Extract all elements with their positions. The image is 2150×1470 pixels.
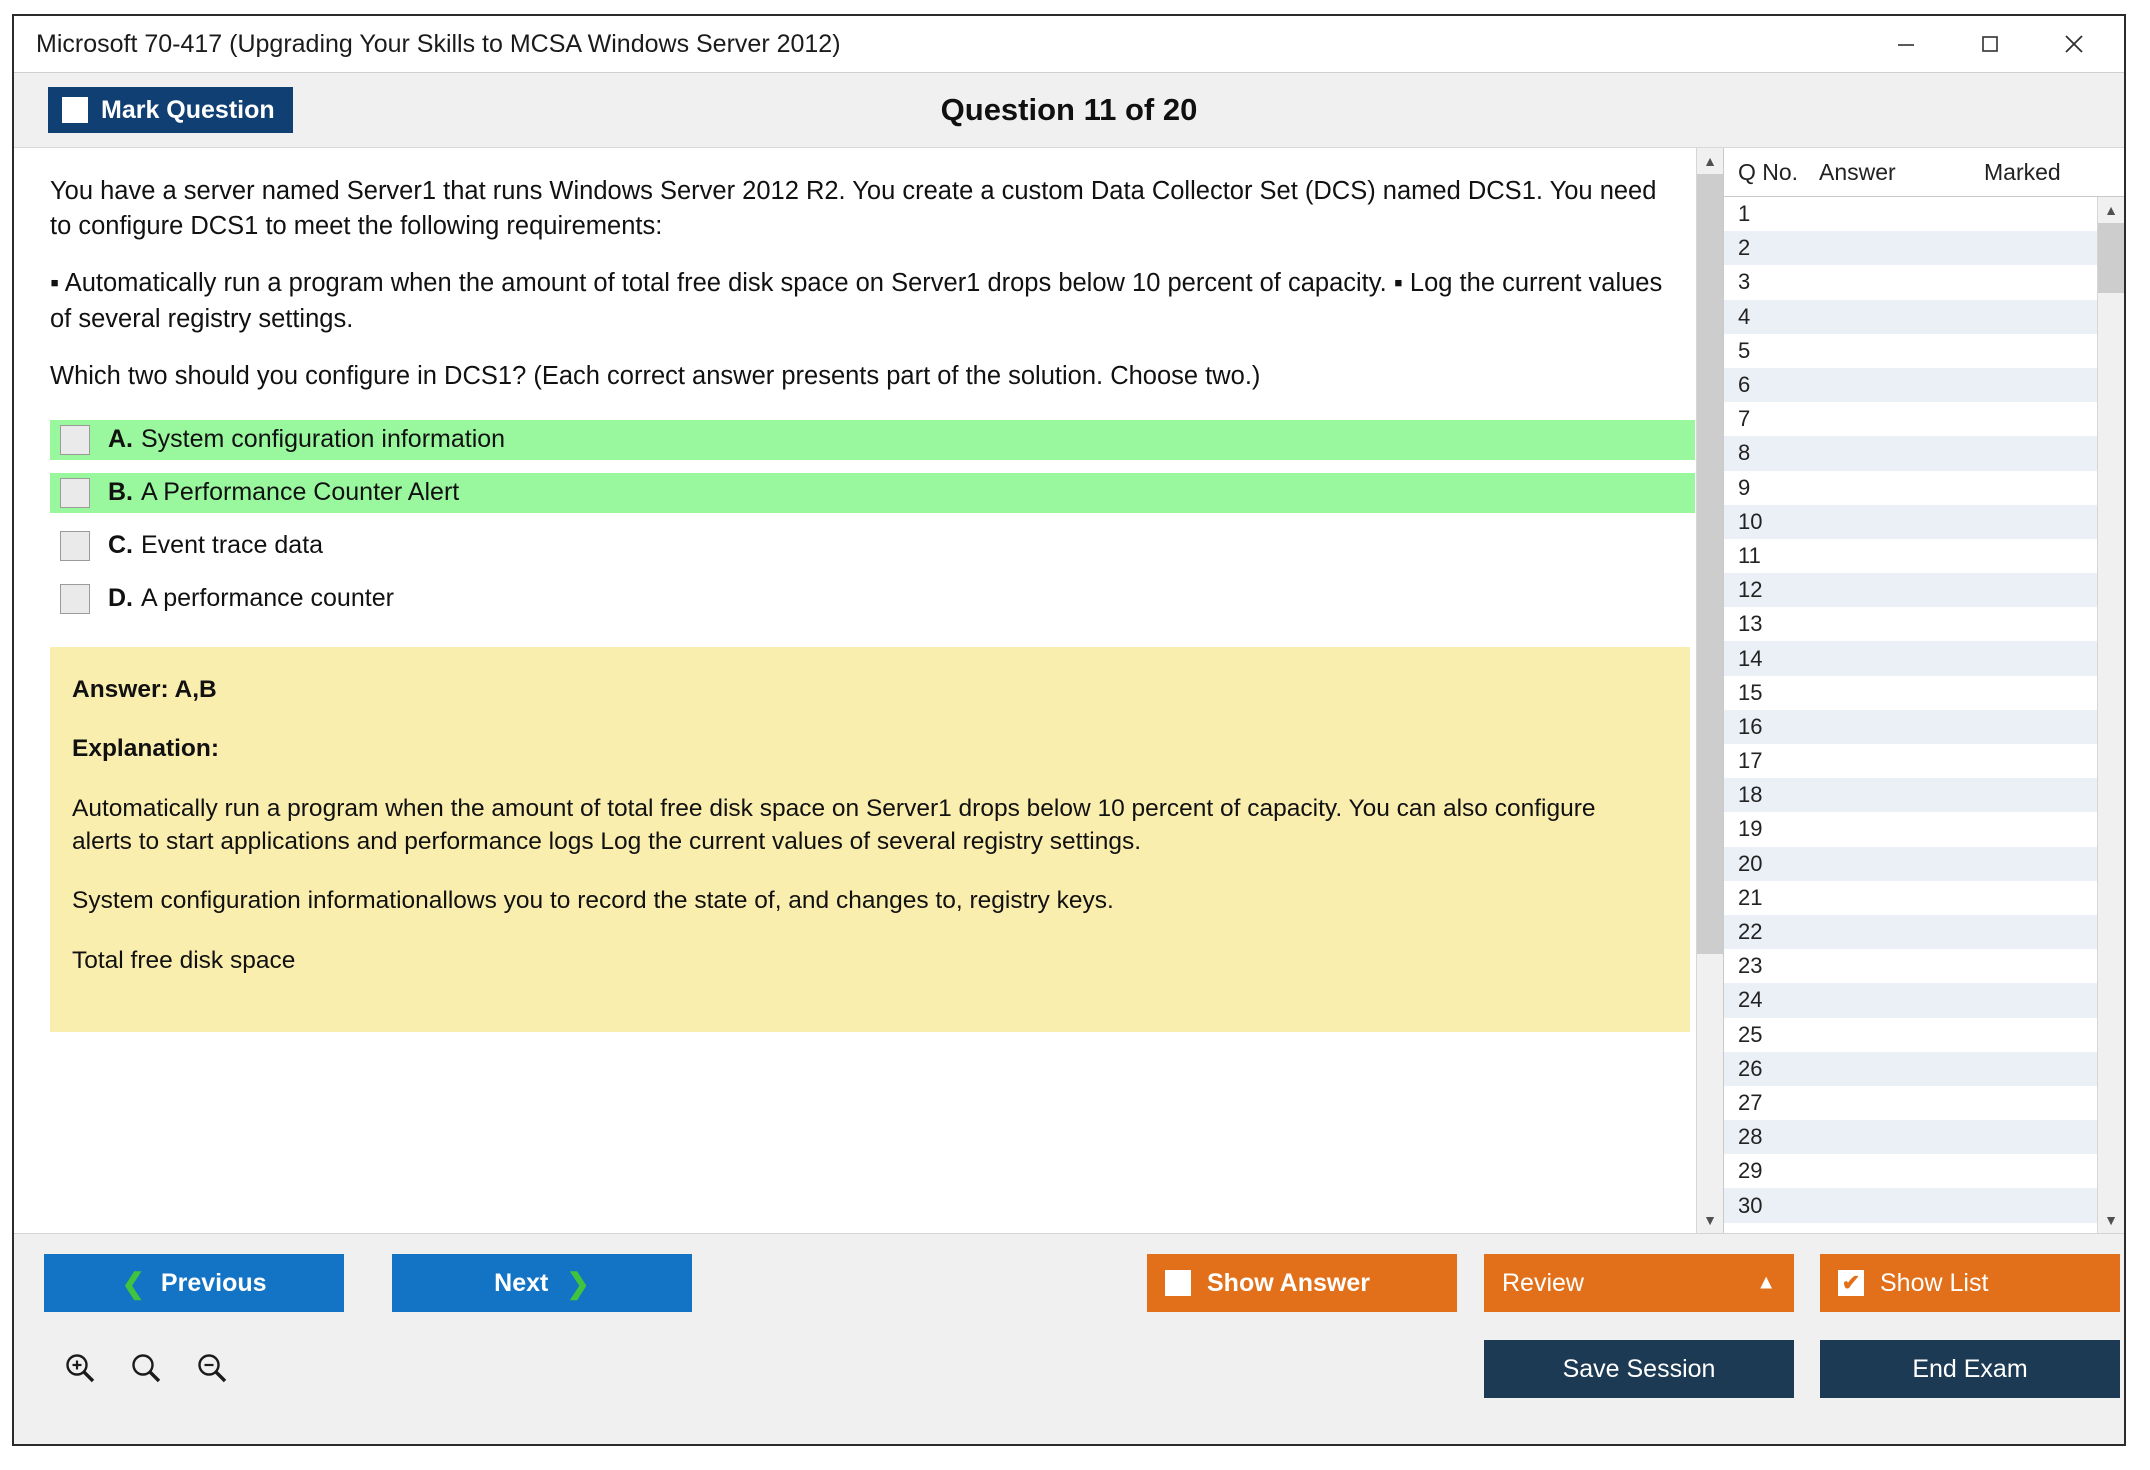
row-qno: 12 bbox=[1738, 577, 1763, 603]
row-qno: 20 bbox=[1738, 850, 1763, 876]
table-row[interactable] bbox=[1724, 300, 2097, 334]
show-list-label: Show List bbox=[1880, 1268, 1989, 1297]
column-header-marked: Marked bbox=[1984, 158, 2061, 185]
page-title: Question 11 of 20 bbox=[940, 92, 1198, 127]
chevron-right-icon: ❯ bbox=[566, 1267, 590, 1299]
row-qno: 4 bbox=[1738, 303, 1751, 329]
option-a-label: System configuration information bbox=[141, 425, 506, 454]
explanation-paragraph: System configuration informationallows you to record the state of, and changes to, registry keys. bbox=[72, 887, 1114, 915]
row-qno: 16 bbox=[1738, 713, 1763, 739]
table-row[interactable] bbox=[1724, 334, 2097, 368]
option-a-checkbox[interactable] bbox=[60, 425, 90, 455]
end-exam-button[interactable] bbox=[1820, 1340, 2120, 1398]
table-row[interactable] bbox=[1724, 847, 2097, 881]
row-qno: 28 bbox=[1738, 1124, 1763, 1150]
row-qno: 18 bbox=[1738, 782, 1763, 808]
row-qno: 10 bbox=[1738, 508, 1763, 534]
mark-question-checkbox[interactable] bbox=[62, 97, 88, 123]
previous-button[interactable] bbox=[44, 1254, 344, 1312]
question-scrollbar-thumb[interactable] bbox=[1697, 174, 1723, 954]
show-answer-checkbox[interactable] bbox=[1165, 1270, 1191, 1296]
exam-window bbox=[12, 14, 2126, 1446]
row-qno: 7 bbox=[1738, 406, 1751, 432]
table-row[interactable] bbox=[1724, 197, 2097, 231]
window-controls bbox=[1864, 16, 2116, 72]
row-qno: 1 bbox=[1738, 201, 1751, 227]
column-header-qno: Q No. bbox=[1738, 158, 1799, 185]
row-qno: 14 bbox=[1738, 645, 1763, 671]
option-c-letter: C. bbox=[108, 531, 133, 560]
zoom-in-icon[interactable] bbox=[62, 1350, 98, 1391]
close-icon[interactable] bbox=[2032, 17, 2116, 71]
chevron-left-icon: ❮ bbox=[121, 1267, 145, 1299]
next-button-label: Next bbox=[494, 1268, 549, 1297]
row-qno: 2 bbox=[1738, 235, 1751, 261]
table-row[interactable] bbox=[1724, 676, 2097, 710]
row-qno: 26 bbox=[1738, 1055, 1763, 1081]
option-d-label: A performance counter bbox=[141, 584, 394, 613]
question-list-pane bbox=[1723, 148, 2124, 1233]
row-qno: 30 bbox=[1738, 1192, 1763, 1218]
row-qno: 8 bbox=[1738, 440, 1751, 466]
table-row[interactable] bbox=[1724, 983, 2097, 1017]
table-row[interactable] bbox=[1724, 915, 2097, 949]
column-header-answer: Answer bbox=[1819, 158, 1896, 185]
explanation-paragraph: Automatically run a program when the amount of total free disk space on Server1 drops below 10 percent of capacity. You can also configure alerts to start applications and performance logs Log the current values of several registry settings. bbox=[72, 794, 1596, 855]
save-session-button[interactable] bbox=[1484, 1340, 1794, 1398]
scroll-up-icon[interactable]: ▲ bbox=[1703, 153, 1717, 169]
row-qno: 22 bbox=[1738, 919, 1763, 945]
explanation-paragraph: Total free disk space bbox=[72, 946, 296, 974]
previous-button-label: Previous bbox=[160, 1268, 267, 1297]
row-qno: 9 bbox=[1738, 474, 1751, 500]
row-qno: 17 bbox=[1738, 748, 1763, 774]
question-list-body bbox=[1724, 197, 2124, 1233]
explanation-label: Explanation: bbox=[72, 735, 220, 763]
next-button[interactable] bbox=[392, 1254, 692, 1312]
chevron-up-icon: ▲ bbox=[1756, 1271, 1776, 1294]
save-session-label: Save Session bbox=[1562, 1354, 1716, 1383]
option-a-letter: A. bbox=[108, 425, 133, 454]
table-row[interactable] bbox=[1724, 778, 2097, 812]
list-scrollbar-thumb[interactable] bbox=[2098, 223, 2124, 293]
table-row[interactable] bbox=[1724, 744, 2097, 778]
table-row[interactable] bbox=[1724, 1086, 2097, 1120]
row-qno: 19 bbox=[1738, 816, 1763, 842]
table-row[interactable] bbox=[1724, 505, 2097, 539]
table-row[interactable] bbox=[1724, 265, 2097, 299]
review-dropdown[interactable] bbox=[1484, 1254, 1794, 1312]
option-c[interactable] bbox=[50, 526, 1695, 566]
question-paragraph: ▪ Automatically run a program when the amount of total free disk space on Server1 drops below 10 percent of capacity. ▪ Log the current values of several registry settings. bbox=[50, 269, 1663, 333]
show-answer-button[interactable] bbox=[1147, 1254, 1457, 1312]
scroll-down-icon[interactable]: ▼ bbox=[1703, 1212, 1717, 1228]
window-title: Microsoft 70-417 (Upgrading Your Skills to MCSA Windows Server 2012) bbox=[36, 29, 841, 58]
review-label: Review bbox=[1502, 1268, 1584, 1297]
row-qno: 15 bbox=[1738, 679, 1763, 705]
question-pane bbox=[14, 148, 1696, 1233]
option-b-checkbox[interactable] bbox=[60, 478, 90, 508]
title-bar bbox=[14, 16, 2124, 73]
zoom-tools bbox=[62, 1350, 230, 1391]
table-row[interactable] bbox=[1724, 1120, 2097, 1154]
mark-question-label: Mark Question bbox=[101, 95, 275, 124]
table-row[interactable] bbox=[1724, 881, 2097, 915]
body-area bbox=[14, 148, 2124, 1234]
minimize-icon[interactable] bbox=[1864, 17, 1948, 71]
question-scrollbar[interactable] bbox=[1696, 148, 1723, 1233]
row-qno: 6 bbox=[1738, 372, 1751, 398]
zoom-reset-icon[interactable] bbox=[128, 1350, 164, 1391]
option-c-checkbox[interactable] bbox=[60, 531, 90, 561]
option-d-checkbox[interactable] bbox=[60, 584, 90, 614]
mark-question-button[interactable] bbox=[48, 87, 293, 133]
answer-explanation-panel bbox=[50, 647, 1690, 1032]
table-row[interactable] bbox=[1724, 1188, 2097, 1222]
answer-options bbox=[50, 420, 1666, 619]
option-b[interactable] bbox=[50, 473, 1695, 513]
table-row[interactable] bbox=[1724, 812, 2097, 846]
row-qno: 13 bbox=[1738, 611, 1763, 637]
table-row[interactable] bbox=[1724, 539, 2097, 573]
question-list-scrollbar[interactable] bbox=[2097, 197, 2124, 1233]
table-row[interactable] bbox=[1724, 402, 2097, 436]
table-row[interactable] bbox=[1724, 607, 2097, 641]
header-bar bbox=[14, 73, 2124, 148]
table-row[interactable] bbox=[1724, 368, 2097, 402]
show-answer-label: Show Answer bbox=[1207, 1268, 1370, 1297]
option-b-label: A Performance Counter Alert bbox=[141, 478, 460, 507]
show-list-checkbox[interactable]: ✔ bbox=[1838, 1270, 1864, 1296]
table-row[interactable] bbox=[1724, 949, 2097, 983]
row-qno: 25 bbox=[1738, 1021, 1763, 1047]
end-exam-label: End Exam bbox=[1912, 1354, 2028, 1383]
row-qno: 27 bbox=[1738, 1089, 1763, 1115]
row-qno: 23 bbox=[1738, 953, 1763, 979]
table-row[interactable] bbox=[1724, 231, 2097, 265]
option-a[interactable] bbox=[50, 420, 1695, 460]
zoom-out-icon[interactable] bbox=[194, 1350, 230, 1391]
list-scroll-down-icon[interactable]: ▼ bbox=[2104, 1212, 2118, 1228]
row-qno: 21 bbox=[1738, 884, 1763, 910]
row-qno: 24 bbox=[1738, 987, 1763, 1013]
option-d-letter: D. bbox=[108, 584, 133, 613]
option-b-letter: B. bbox=[108, 478, 133, 507]
question-content bbox=[14, 148, 1696, 619]
answer-label: Answer: A,B bbox=[72, 675, 217, 703]
table-row[interactable] bbox=[1724, 1154, 2097, 1188]
footer-toolbar bbox=[14, 1234, 2124, 1444]
table-row[interactable] bbox=[1724, 471, 2097, 505]
show-list-button[interactable] bbox=[1820, 1254, 2120, 1312]
row-qno: 5 bbox=[1738, 337, 1751, 363]
row-qno: 11 bbox=[1738, 542, 1761, 568]
question-list-rows bbox=[1724, 197, 2097, 1233]
table-row[interactable] bbox=[1724, 1052, 2097, 1086]
table-row[interactable] bbox=[1724, 573, 2097, 607]
question-paragraph: Which two should you configure in DCS1? (Each correct answer presents part of the solution. Choose two.) bbox=[50, 361, 1261, 390]
table-row[interactable] bbox=[1724, 436, 2097, 470]
question-paragraph: You have a server named Server1 that runs Windows Server 2012 R2. You create a custom Data Collector Set (DCS) named DCS1. You need to configure DCS1 to meet the following requirements: bbox=[50, 177, 1657, 241]
question-list-header bbox=[1724, 148, 2124, 197]
option-c-label: Event trace data bbox=[141, 531, 324, 560]
row-qno: 29 bbox=[1738, 1158, 1763, 1184]
option-d[interactable] bbox=[50, 579, 1695, 619]
table-row[interactable] bbox=[1724, 710, 2097, 744]
table-row[interactable] bbox=[1724, 1018, 2097, 1052]
list-scroll-up-icon[interactable]: ▲ bbox=[2104, 202, 2118, 218]
row-qno: 3 bbox=[1738, 269, 1751, 295]
table-row[interactable] bbox=[1724, 641, 2097, 675]
maximize-icon[interactable] bbox=[1948, 17, 2032, 71]
